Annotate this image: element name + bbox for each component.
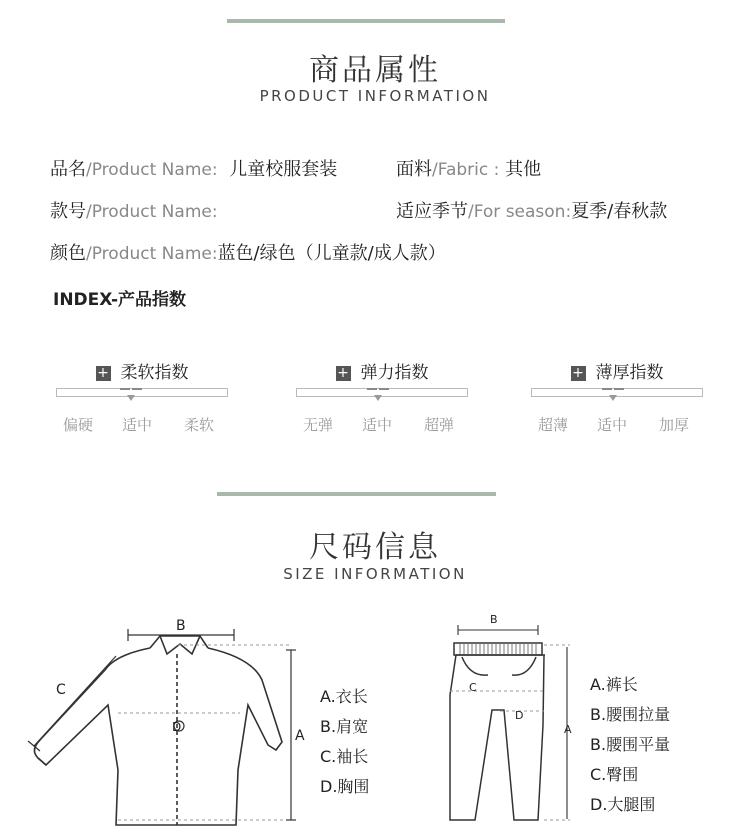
plus-icon: + [337, 365, 349, 381]
legend-item: B.腰围拉量 [590, 705, 671, 724]
pants-label-a: A [564, 723, 572, 736]
section-title-cn: 商品属性 [309, 53, 441, 88]
index-marker [602, 388, 624, 391]
index-title: INDEX-产品指数 [53, 290, 187, 310]
attr-color [50, 239, 446, 265]
attr-value: 蓝色/绿色（儿童款/成人款） [217, 243, 446, 264]
plus-icon: + [97, 365, 109, 381]
pants-legend [590, 670, 670, 820]
attr-season [396, 197, 667, 223]
plus-icon: + [572, 365, 584, 381]
pants-label-d: D [515, 709, 524, 722]
jacket-label-b: B [176, 618, 186, 634]
legend-item: D.大腿围 [590, 795, 656, 814]
attr-style-number [50, 197, 218, 223]
legend-item: D.胸围 [320, 777, 370, 796]
index-marker [367, 388, 389, 391]
legend-item: C.袖长 [320, 747, 369, 766]
index-name: 弹力指数 [360, 363, 429, 383]
index-marker [120, 388, 142, 391]
pants-diagram [440, 605, 590, 835]
attr-label: 颜色 [50, 243, 86, 264]
index-label-mid: 适中 [597, 416, 628, 434]
index-header [296, 358, 468, 383]
jacket-diagram [0, 610, 320, 837]
index-thickness [531, 358, 703, 438]
attr-label: 面料 [396, 159, 432, 180]
pants-label-b: B [490, 613, 498, 626]
size-title-en: SIZE INFORMATION [283, 565, 467, 583]
legend-item: B.腰围平量 [590, 735, 671, 754]
size-divider-bar [217, 492, 496, 496]
index-label-high: 柔软 [184, 416, 215, 434]
size-title-cn: 尺码信息 [309, 530, 441, 565]
attr-value: 夏季/春秋款 [571, 201, 668, 222]
attr-label-en: /Product Name: [86, 202, 218, 222]
attr-value: 其他 [505, 159, 542, 180]
index-elasticity [296, 358, 468, 438]
index-pointer-icon [127, 395, 135, 401]
jacket-label-c: C [56, 682, 66, 698]
section-title-en: PRODUCT INFORMATION [259, 87, 491, 105]
attr-label: 适应季节 [396, 201, 468, 222]
attr-label-en: /Product Name: [86, 160, 218, 180]
index-header [531, 358, 703, 383]
legend-item: A.衣长 [320, 687, 368, 706]
attr-product-name [50, 155, 337, 181]
attr-label: 款号 [50, 201, 86, 222]
index-pointer-icon [609, 395, 617, 401]
legend-item: A.裤长 [590, 675, 638, 694]
attr-fabric [396, 155, 541, 181]
index-label-mid: 适中 [122, 416, 153, 434]
index-softness [56, 358, 228, 438]
attr-label-en: /Product Name: [86, 244, 218, 264]
index-pointer-icon [374, 395, 382, 401]
top-divider-bar [227, 19, 505, 23]
attr-label: 品名 [50, 159, 86, 180]
legend-item: C.臀围 [590, 765, 639, 784]
jacket-label-d: D [172, 720, 182, 734]
index-label-high: 超弹 [424, 416, 455, 434]
index-label-low: 无弹 [303, 416, 334, 434]
index-header [56, 358, 228, 383]
index-name: 柔软指数 [120, 363, 189, 383]
index-label-low: 偏硬 [63, 416, 94, 434]
attr-value: 儿童校服套装 [229, 159, 338, 180]
index-label-low: 超薄 [538, 416, 569, 434]
pants-label-c: C [469, 681, 477, 694]
index-label-mid: 适中 [362, 416, 393, 434]
attr-label-en: /For season: [468, 202, 572, 222]
index-name: 薄厚指数 [595, 363, 664, 383]
attr-label-en: /Fabric : [432, 160, 500, 180]
index-label-high: 加厚 [659, 416, 690, 434]
jacket-legend [320, 682, 369, 802]
legend-item: B.肩宽 [320, 717, 369, 736]
index-track [56, 388, 228, 397]
jacket-label-a: A [295, 728, 305, 744]
